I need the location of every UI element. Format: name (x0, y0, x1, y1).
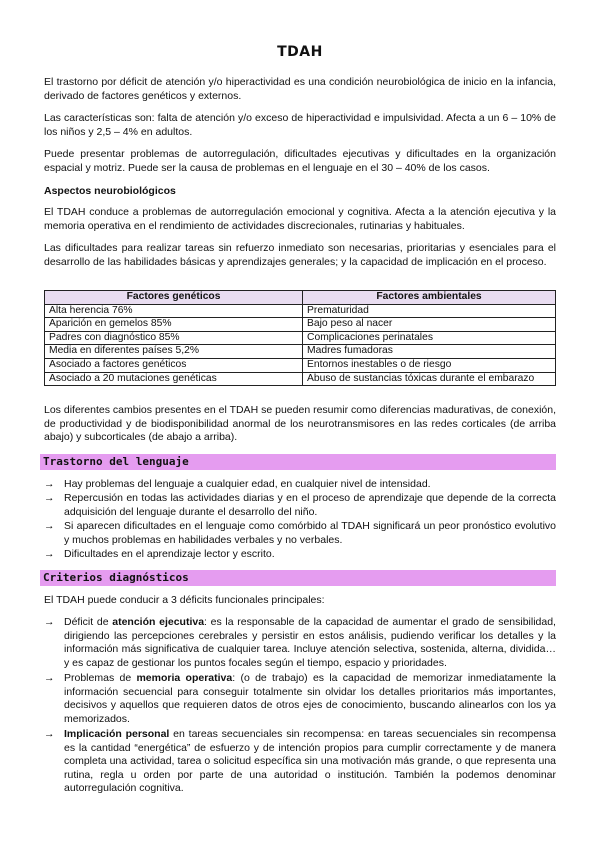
arrow-right-icon: → (44, 492, 55, 504)
table-row (45, 304, 556, 318)
table-row (45, 358, 556, 372)
arrow-right-icon: → (44, 672, 55, 684)
lenguaje-bullet (44, 548, 556, 562)
table-row (45, 345, 556, 359)
bullet-text: Si aparecen dificultades en el lenguaje como comórbido al TDAH significará un peor pronóstico evolutivo y muchos problemas en habilidades verbales y no verbales. (64, 520, 556, 546)
criterios-section-heading: Criterios diagnósticos (40, 570, 556, 586)
intro-paragraph-1: El trastorno por déficit de atención y/o hiperactividad es una condición neurobiológica de inicio en la infancia, derivado de factores genéticos y externos. (44, 76, 556, 102)
table-row (45, 372, 556, 386)
table-cell: Bajo peso al nacer (303, 318, 556, 332)
neuro-heading: Aspectos neurobiológicos (44, 185, 176, 197)
table-cell: Prematuridad (303, 304, 556, 318)
column-header: Factores ambientales (303, 291, 556, 305)
table-cell: Entornos inestables o de riesgo (303, 358, 556, 372)
factors-table (44, 290, 556, 386)
table-header-row (45, 291, 556, 305)
criterios-bullet (44, 616, 556, 670)
lenguaje-section-heading: Trastorno del lenguaje (40, 454, 556, 470)
arrow-right-icon: → (44, 478, 55, 490)
after-table-paragraph: Los diferentes cambios presentes en el TDAH se pueden resumir como diferencias madurativas, de conexión, de productividad y de biodisponibilidad anormal de los neurotransmisores en las redes corticales (de arriba abajo) y subcorticales (de abajo a arriba). (44, 404, 556, 443)
table-cell: Alta herencia 76% (45, 304, 303, 318)
arrow-right-icon: → (44, 616, 55, 628)
table-cell: Asociado a factores genéticos (45, 358, 303, 372)
criterios-bullet (44, 728, 556, 796)
criterios-bullet (44, 672, 556, 726)
bullet-text: Dificultades en el aprendizaje lector y escrito. (64, 548, 275, 560)
table-cell: Asociado a 20 mutaciones genéticas (45, 372, 303, 386)
arrow-right-icon: → (44, 728, 55, 740)
table-cell: Aparición en gemelos 85% (45, 318, 303, 332)
column-header: Factores genéticos (45, 291, 303, 305)
bullet-text: Implicación personal en tareas secuenciales sin recompensa: en tareas secuenciales sin recompensa es la cantidad “energética” de esfuerzo y de intención propios para cumplir correctamente y de manera completa una actividad, tarea o solicitud específica sin una motivación más grande, o que representa una rutina, regla u orden por parte de una autoridad o institución. También la podemos denominar autorregulación cognitiva. (64, 728, 556, 794)
bullet-text: Repercusión en todas las actividades diarias y en el proceso de aprendizaje que depende de la correcta adquisición del lenguaje durante el desarrollo del niño. (64, 492, 556, 518)
table-cell: Padres con diagnóstico 85% (45, 331, 303, 345)
table-cell: Complicaciones perinatales (303, 331, 556, 345)
neuro-paragraph-2: Las dificultades para realizar tareas sin refuerzo inmediato son necesarias, prioritarias y esenciales para el desarrollo de las habilidades básicas y aprendizajes generales; y la capacidad de implicación en el proceso. (44, 242, 556, 268)
intro-paragraph-3: Puede presentar problemas de autorregulación, dificultades ejecutivas y dificultades en la organización espacial y motriz. Puede ser la causa de problemas en el lenguaje en el 30 – 40% de los casos. (44, 148, 556, 174)
neuro-paragraph-1: El TDAH conduce a problemas de autorregulación emocional y cognitiva. Afecta a la atención ejecutiva y la memoria operativa en el rendimiento de actividades discrecionales, rutinarias y habituales. (44, 206, 556, 232)
lenguaje-bullet (44, 492, 556, 519)
intro-paragraph-2: Las características son: falta de atención y/o exceso de hiperactividad e impulsividad. Afecta a un 6 – 10% de los niños y 2,5 – 4% en adultos. (44, 112, 556, 138)
document-title: TDAH (277, 44, 323, 60)
lenguaje-bullet (44, 520, 556, 547)
criterios-intro: El TDAH puede conducir a 3 déficits funcionales principales: (44, 594, 325, 606)
table-cell: Media en diferentes países 5,2% (45, 345, 303, 359)
lenguaje-bullet (44, 478, 556, 492)
table-cell: Abuso de sustancias tóxicas durante el embarazo (303, 372, 556, 386)
table-row (45, 318, 556, 332)
arrow-right-icon: → (44, 520, 55, 532)
table-row (45, 331, 556, 345)
arrow-right-icon: → (44, 548, 55, 560)
table-cell: Madres fumadoras (303, 345, 556, 359)
bullet-text: Hay problemas del lenguaje a cualquier edad, en cualquier nivel de intensidad. (64, 478, 431, 490)
bullet-text: Problemas de memoria operativa: (o de trabajo) es la capacidad de memorizar inmediatamente la información secuencial para conseguir totalmente sin olvidar los detalles prioritarios más importantes, decisivos y aquellos que requieren datos de otros ejes de conocimiento, buscando alinearlos con los ya memorizados. (64, 672, 557, 725)
bullet-text: Déficit de atención ejecutiva: es la responsable de la capacidad de aumentar el grado de sensibilidad, dirigiendo las percepciones cerebrales y persistir en estos análisis, pudiendo verificar los detalles y la información más significativa de cualquier tarea. Incluye atención selectiva, sostenida, alterna, dividida… y es capaz de gestionar los puntos focales según el tiempo, espacio y prioridades. (64, 616, 556, 669)
